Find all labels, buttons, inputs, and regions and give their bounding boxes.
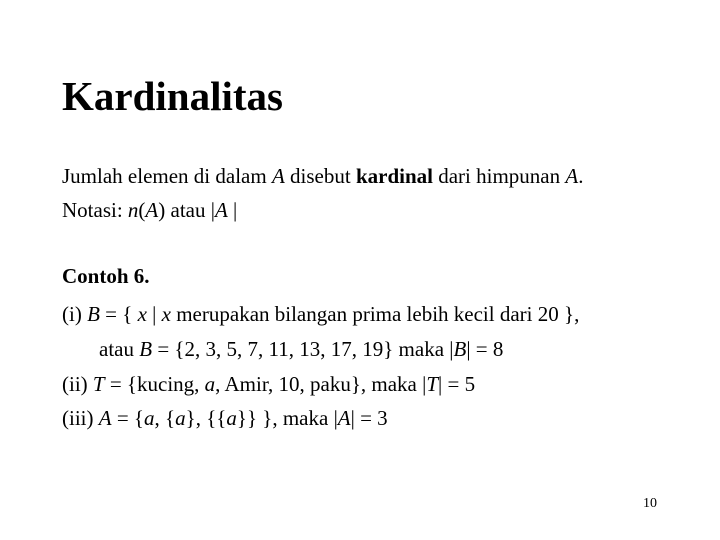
text-segment: ) atau <box>158 198 211 222</box>
term-kardinal: kardinal <box>355 164 433 188</box>
cardinality-bar-left: | <box>449 337 454 361</box>
text-segment: }, {{ <box>185 406 227 430</box>
text-segment: = 3 <box>354 406 388 430</box>
cardinality-bar-right: | <box>233 198 238 222</box>
example-item-2 <box>62 371 475 397</box>
text-segment: | <box>146 302 162 326</box>
example-item-3 <box>62 405 388 431</box>
text-segment: }} }, maka <box>236 406 334 430</box>
set-symbol: A <box>214 198 228 222</box>
variable-symbol: x <box>161 302 171 326</box>
text-segment: = 8 <box>470 337 504 361</box>
set-symbol: T <box>426 372 439 396</box>
text-segment: (ii) <box>62 372 93 396</box>
set-symbol: A <box>145 198 159 222</box>
text-segment: dari himpunan <box>432 164 566 188</box>
text-segment: (i) <box>62 302 88 326</box>
cardinality-bar-left: | <box>333 406 338 430</box>
element-symbol: a <box>175 406 186 430</box>
text-segment: ( <box>138 198 146 222</box>
element-symbol: a <box>226 406 237 430</box>
text-segment: , { <box>154 406 176 430</box>
element-symbol: a <box>144 406 155 430</box>
cardinality-bar-right: | <box>466 337 471 361</box>
set-symbol: B <box>453 337 467 361</box>
text-segment: , Amir, 10, paku}, maka <box>215 372 423 396</box>
text-segment: atau <box>99 337 140 361</box>
text-segment: . <box>578 164 584 188</box>
text-segment: = { <box>99 302 138 326</box>
example-heading: Contoh 6. <box>62 264 150 288</box>
set-symbol: B <box>139 337 153 361</box>
cardinality-bar-left: | <box>422 372 427 396</box>
text-segment: Notasi: <box>62 198 128 222</box>
variable-symbol: x <box>137 302 147 326</box>
notation-line <box>62 197 237 223</box>
element-symbol: a <box>204 372 216 396</box>
text-segment: (iii) <box>62 406 99 430</box>
function-symbol: n <box>127 198 139 222</box>
slide-title: Kardinalitas <box>62 73 283 119</box>
text-segment: = {2, 3, 5, 7, 11, 13, 17, 19} maka <box>152 337 450 361</box>
example-item-1 <box>62 301 579 327</box>
set-symbol: A <box>271 164 285 188</box>
cardinality-bar-right: | <box>438 372 443 396</box>
page-number: 10 <box>643 496 657 511</box>
text-segment: = 5 <box>442 372 476 396</box>
cardinality-bar-right: | <box>350 406 355 430</box>
set-symbol: A <box>337 406 351 430</box>
cardinality-bar-left: | <box>210 198 215 222</box>
example-item-1-continued <box>99 336 503 362</box>
definition-line <box>62 163 583 189</box>
set-symbol: A <box>98 406 112 430</box>
set-symbol: A <box>565 164 579 188</box>
text-segment: merupakan bilangan prima lebih kecil dari 20 }, <box>170 302 580 326</box>
text-segment: Jumlah elemen di dalam <box>62 164 272 188</box>
set-symbol: T <box>92 372 105 396</box>
text-segment: disebut <box>284 164 356 188</box>
text-segment: = { <box>111 406 145 430</box>
set-symbol: B <box>87 302 100 326</box>
text-segment: = {kucing, <box>104 372 205 396</box>
